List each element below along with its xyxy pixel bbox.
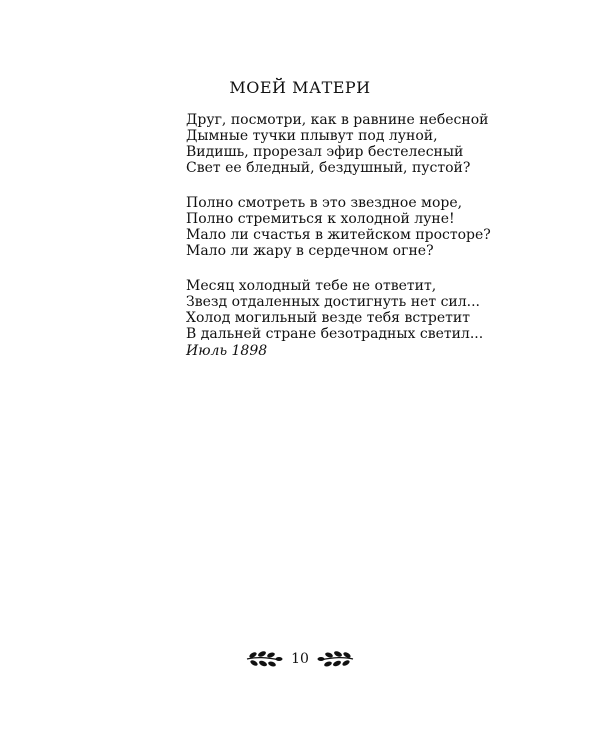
leaf-sprig-right-icon xyxy=(317,649,355,669)
poem-line: Мало ли жару в сердечном огне? xyxy=(186,243,434,259)
poem-body xyxy=(186,112,516,361)
poem-line: Дымные тучки плывут под луной, xyxy=(186,128,438,144)
stanza-2 xyxy=(186,195,516,259)
poem-line: Свет ее бледный, бездушный, пустой? xyxy=(186,160,471,176)
poem-line: В дальней стране безотрадных светил... xyxy=(186,326,484,342)
page-number: 10 xyxy=(291,651,309,667)
poem-line: Холод могильный везде тебя встретит xyxy=(186,310,470,326)
poem-line: Мало ли счастья в житейском просторе? xyxy=(186,227,491,243)
poem-date: Июль 1898 xyxy=(186,343,268,359)
poem-title: МОЕЙ МАТЕРИ xyxy=(229,78,371,97)
leaf-sprig-left-icon xyxy=(245,649,283,669)
stanza-3 xyxy=(186,278,516,342)
poem-line: Месяц холодный тебе не ответит, xyxy=(186,278,437,294)
page-footer xyxy=(0,644,600,674)
poem-line: Полно смотреть в это звездное море, xyxy=(186,195,463,211)
poem-line: Звезд отдаленных достигнуть нет сил... xyxy=(186,294,480,310)
poem-line: Друг, посмотри, как в равнине небесной xyxy=(186,112,489,128)
stanza-1 xyxy=(186,112,516,176)
poem-line: Полно стремиться к холодной луне! xyxy=(186,211,455,227)
poem-line: Видишь, прорезал эфир бестелесный xyxy=(186,144,464,160)
